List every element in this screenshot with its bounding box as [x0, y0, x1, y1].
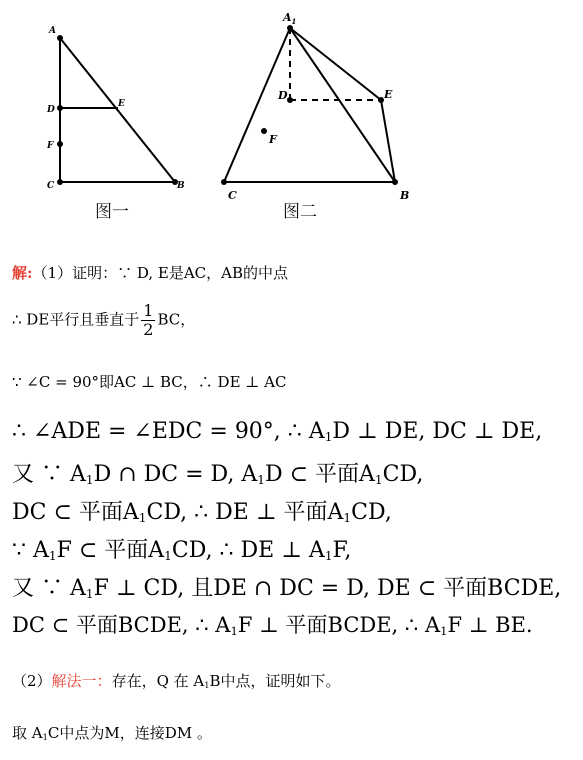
fig1-label-d: D: [47, 105, 55, 115]
line-7: [12, 533, 351, 564]
part2-line2-a: 取 A: [12, 724, 43, 742]
fig1-label-b: B: [177, 181, 185, 191]
line-4: [12, 419, 542, 444]
subscript-1: 1: [164, 549, 172, 564]
fraction-denominator: 2: [143, 320, 154, 339]
line-6-a: DC ⊂ 平面A: [12, 500, 139, 525]
line-8: [12, 571, 561, 602]
figure-2-pyramid: [224, 28, 395, 182]
subscript-1: 1: [42, 732, 48, 743]
one-half-fraction: [141, 303, 155, 338]
subscript-1: 1: [257, 473, 265, 488]
line-7-a: ∵ A: [12, 538, 49, 563]
line-9: [12, 609, 533, 639]
fig1-label-e: E: [118, 99, 125, 109]
part2-text-a: 存在，Q 在 A: [111, 672, 205, 690]
line-9-a: DC ⊂ 平面BCDE, ∴ A: [12, 613, 231, 637]
subscript-1: 1: [85, 587, 94, 602]
line-9-c: F ⊥ BE.: [447, 613, 533, 637]
line-4-b: D ⊥ DE, DC ⊥ DE,: [332, 419, 543, 444]
line-9-b: F ⊥ 平面BCDE, ∴ A: [237, 613, 441, 637]
part2-line-2: [12, 722, 212, 743]
geometry-figures: [0, 0, 583, 230]
line-5-c: D ⊂ 平面A: [264, 462, 375, 487]
fig2-label-a1: $A_1$: [283, 11, 297, 26]
subscript-1: 1: [48, 549, 57, 564]
subscript-1: 1: [230, 623, 238, 638]
line-4-a: ∴ ∠ADE = ∠EDC = 90°, ∴ A: [12, 419, 325, 444]
line-5-d: CD,: [382, 462, 424, 487]
figure-1-caption: 图一: [95, 202, 129, 222]
subscript-1: 1: [85, 473, 94, 488]
line-3: ∵ ∠C = 90°即AC ⊥ BC，∴ DE ⊥ AC: [12, 373, 287, 391]
fig2-label-b: B: [400, 189, 410, 202]
subscript-1: 1: [440, 623, 448, 638]
fig1-label-a: A: [49, 26, 56, 36]
line-5-b: D ∩ DC = D, A: [93, 462, 258, 487]
fraction-numerator: 1: [143, 301, 154, 320]
part2-text-b: B中点，证明如下。: [209, 672, 341, 690]
subscript-1: 1: [343, 511, 352, 526]
line-5: [12, 457, 423, 488]
solution-label: 解:: [12, 264, 33, 282]
subscript-1: 1: [324, 549, 333, 564]
part1-intro: （1）证明：∵ D, E是AC，AB的中点: [32, 264, 289, 282]
fig1-label-f: F: [47, 141, 54, 151]
part2-line: [12, 670, 341, 691]
line-6: [12, 495, 392, 526]
subscript-1: 1: [138, 511, 147, 526]
line-2: [12, 303, 195, 338]
part1-intro-line: [12, 262, 288, 283]
line-7-d: F,: [332, 538, 352, 563]
figure-2-caption: 图二: [283, 202, 317, 222]
part2-line2-b: C中点为M，连接DM 。: [47, 724, 212, 742]
line-6-b: CD, ∴ DE ⊥ 平面A: [146, 500, 344, 525]
line-7-c: CD, ∴ DE ⊥ A: [171, 538, 325, 563]
fig2-label-c: C: [228, 189, 237, 202]
line-8-b: F ⊥ CD, 且DE ∩ DC = D, DE ⊂ 平面BCDE,: [93, 576, 562, 601]
line-7-b: F ⊂ 平面A: [56, 538, 165, 563]
line-2-post: BC，: [157, 310, 196, 329]
line-6-c: CD,: [351, 500, 392, 525]
subscript-1: 1: [204, 680, 210, 691]
subscript-1: 1: [324, 430, 333, 445]
subscript-1: 1: [374, 473, 383, 488]
fig2-label-f: F: [269, 133, 277, 146]
line-5-a: 又 ∵ A: [12, 462, 86, 487]
line-8-a: 又 ∵ A: [12, 576, 86, 601]
line-2-pre: ∴ DE平行且垂直于: [12, 310, 140, 329]
fig2-label-d: D: [278, 89, 288, 102]
fig2-label-e: E: [384, 88, 393, 101]
fig1-label-c: C: [47, 181, 55, 191]
part2-number: （2）: [12, 672, 52, 690]
part2-method: 解法一：: [51, 672, 112, 690]
figure-1-triangle: [60, 38, 175, 182]
figure-2-points: [221, 25, 398, 185]
